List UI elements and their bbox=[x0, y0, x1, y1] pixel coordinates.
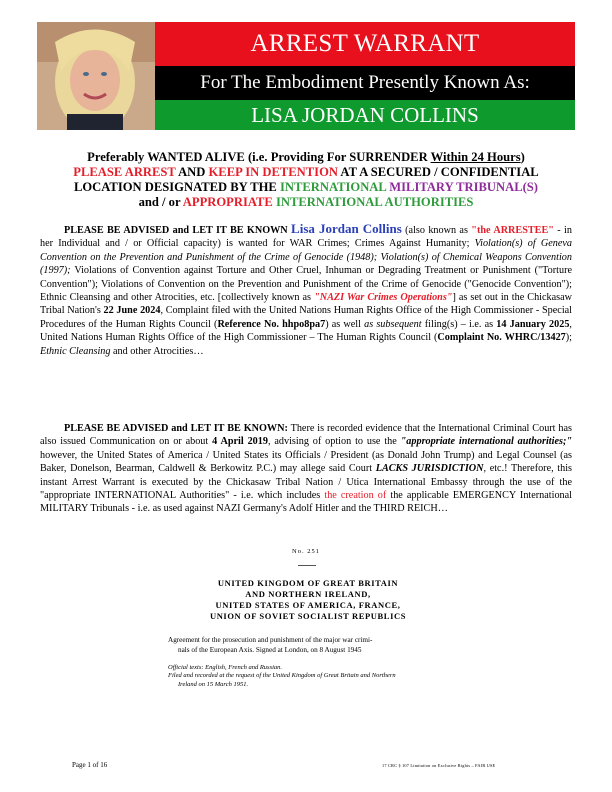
paragraph-1 bbox=[40, 222, 572, 358]
treaty-party-line: AND NORTHERN IRELAND, bbox=[245, 589, 371, 599]
heading-green-text: INTERNATIONAL AUTHORITIES bbox=[275, 195, 474, 209]
heading-underlined: Within 24 Hours bbox=[430, 150, 521, 164]
body-text: the applicable EMERGENCY International MILITARY Tribunals - i.e. as used against NAZI Germany's Adolf Hitler and the THIRD REICH… bbox=[40, 490, 572, 515]
heading-line-2 bbox=[40, 165, 572, 180]
agreement-line: Agreement for the prosecution and punishment of the major war crimi- bbox=[168, 636, 373, 644]
body-text: ) as well bbox=[325, 318, 365, 330]
heading-text: and / or bbox=[138, 195, 183, 209]
page-number: Page 1 of 16 bbox=[72, 761, 108, 769]
treaty-parties bbox=[150, 578, 466, 622]
advised-lead: PLEASE BE ADVISED and LET IT BE KNOWN bbox=[64, 225, 292, 236]
treaty-agreement-title bbox=[168, 636, 468, 655]
treaty-official-texts bbox=[168, 664, 468, 689]
heading-red-text: KEEP IN DETENTION bbox=[208, 165, 338, 179]
treaty-number: No. 251 bbox=[292, 548, 320, 555]
ethnic-cleansing-italic: Ethnic Cleansing bbox=[40, 345, 111, 357]
arrestee-term: "the ARRESTEE" bbox=[471, 225, 554, 236]
body-text: (also known as bbox=[401, 225, 472, 236]
body-text: , advising of option to use the bbox=[267, 436, 401, 448]
heading-purple-text: MILITARY TRIBUNAL(S) bbox=[389, 180, 538, 194]
appropriate-authorities-term: "appropriate international authorities;" bbox=[400, 436, 572, 448]
subject-name: Lisa Jordan Collins bbox=[291, 221, 402, 236]
treaty-divider bbox=[298, 565, 316, 566]
paragraph-2 bbox=[40, 422, 572, 516]
body-text: and other Atrocities… bbox=[110, 345, 204, 357]
treaty-party-line: UNITED STATES OF AMERICA, FRANCE, bbox=[215, 600, 401, 610]
violations-italic: Violation(s) of Geneva Convention on the Prevention and Punishment of the Crime of Genocide (1948); Violation(s) of Chemical Weapons Convention (1997); bbox=[40, 238, 572, 277]
nazi-operations-term: "NAZI War Crimes Operations" bbox=[314, 292, 453, 304]
official-line: Official texts: English, French and Russian. bbox=[168, 664, 283, 671]
warrant-banner bbox=[37, 22, 575, 130]
body-text: , etc.! Therefore, this instant Arrest Warrant is executed by the Chickasaw Tribal Nation / Utica International Embassy through the use of the "appropriate INTERNATIONAL Authorities" - i.e. which includes bbox=[40, 463, 572, 502]
treaty-party-line: UNITED KINGDOM OF GREAT BRITAIN bbox=[217, 578, 399, 588]
heading-text: ) bbox=[520, 150, 525, 164]
banner-title: ARREST WARRANT bbox=[155, 22, 575, 66]
heading-text: AND bbox=[175, 165, 209, 179]
heading-text: Preferably WANTED ALIVE (i.e. Providing For SURRENDER bbox=[87, 150, 431, 164]
body-text: There is recorded evidence that the International Criminal Court has also issued Communication on or about bbox=[40, 423, 573, 448]
heading-red-text: PLEASE ARREST bbox=[73, 165, 176, 179]
complaint-date: 22 June 2024 bbox=[103, 305, 161, 317]
banner-subtitle: For The Embodiment Presently Known As: bbox=[155, 66, 575, 100]
body-text: filing(s) – i.e. as bbox=[421, 318, 497, 330]
banner-name: LISA JORDAN COLLINS bbox=[155, 100, 575, 130]
complaint-number: Complaint No. WHRC/13427 bbox=[437, 332, 566, 344]
heading-text: LOCATION DESIGNATED BY THE bbox=[73, 180, 280, 194]
icc-date: 4 April 2019 bbox=[212, 436, 268, 448]
filing-date: 14 January 2025 bbox=[496, 318, 570, 330]
advised-lead: PLEASE BE ADVISED and LET IT BE KNOWN: bbox=[64, 423, 288, 434]
body-text: , United Nations Human Rights Office of the High Commissioner – The Human Rights Council ( bbox=[40, 318, 572, 344]
body-text: ); bbox=[565, 332, 572, 344]
treaty-party-line: UNION OF SOVIET SOCIALIST REPUBLICS bbox=[209, 611, 407, 621]
heading-red-text: APPROPRIATE bbox=[182, 195, 276, 209]
body-text: - in her Individual and / or Official capacity) is wanted for WAR Crimes; Crimes Against Humanity; bbox=[40, 225, 572, 250]
subsequent-italic: as subsequent bbox=[364, 318, 422, 330]
creation-of-term: the creation of bbox=[324, 490, 387, 502]
body-text: however, the United States of America / United States its Officials / President (as Donald John Trump) and Legal Counsel (as Baker, Donelson, Bearman, Caldwell & Berkowitz P.C.) may allege said Court bbox=[40, 449, 572, 475]
reference-number: Reference No. hhpo8pa7 bbox=[217, 318, 326, 330]
body-text: , Complaint filed with the United Nations Human Rights Office of the High Commissioner - Special Procedures of the Human Rights Council ( bbox=[40, 305, 572, 330]
footer-fair-use: 17 CRC § 107 Limitation on Exclusive Rights – FAIR USE bbox=[382, 763, 496, 768]
heading-line-4 bbox=[40, 195, 572, 210]
heading-line-1 bbox=[40, 150, 572, 165]
official-line: Ireland on 15 March 1951. bbox=[178, 680, 249, 688]
subject-photo bbox=[37, 22, 155, 130]
lacks-jurisdiction-term: LACKS JURISDICTION bbox=[375, 463, 484, 475]
agreement-line: nals of the European Axis. Signed at London, on 8 August 1945 bbox=[178, 645, 362, 654]
official-line: Filed and recorded at the request of the United Kingdom of Great Britain and Northern bbox=[168, 672, 396, 680]
heading-line-3 bbox=[40, 180, 572, 195]
body-text: ] as set out in the Chickasaw Tribal Nation's bbox=[40, 292, 572, 317]
portrait-image bbox=[37, 22, 155, 130]
heading-text: AT A SECURED / CONFIDENTIAL bbox=[337, 165, 539, 179]
body-text: Violations of Convention against Torture and Other Cruel, Inhuman or Degrading Treatment or Punishment ("Torture Convention"); Violations of Convention on the Prevention and Punishment of the Crime of Genocide ("Genocide Convention"); Ethnic Cleansing and other Atrocities, etc. [collectively known as bbox=[40, 265, 572, 304]
heading-green-text: INTERNATIONAL bbox=[279, 180, 390, 194]
